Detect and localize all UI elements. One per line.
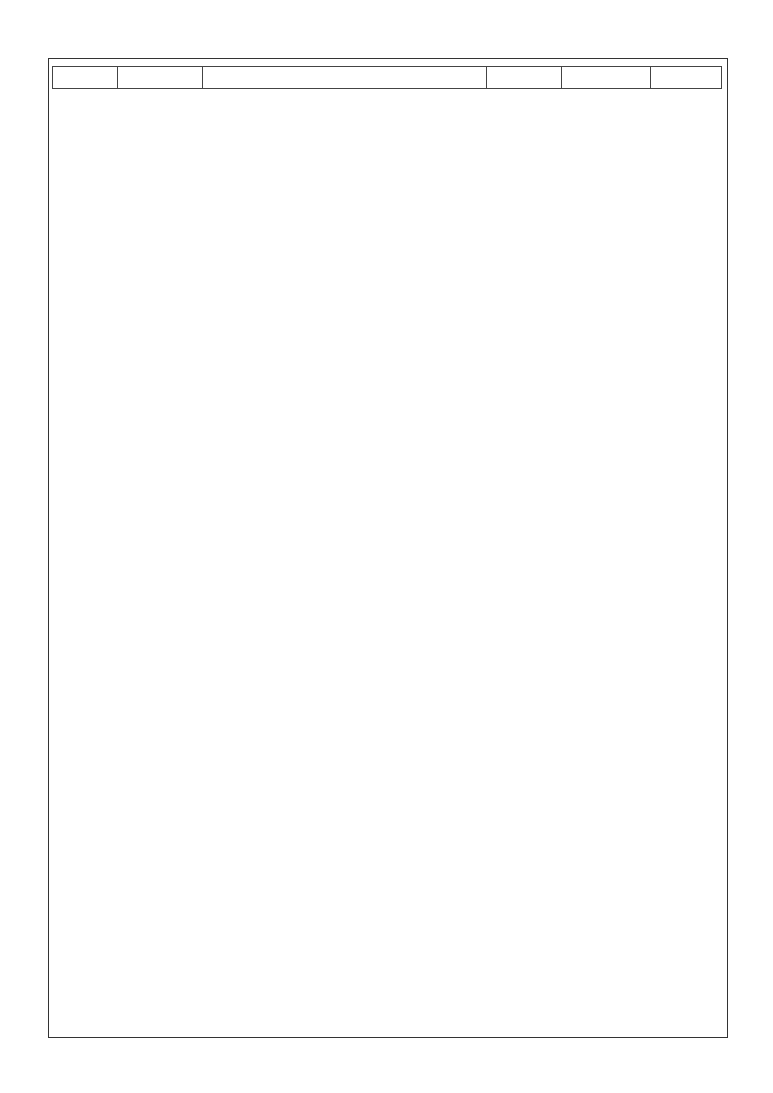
- header-company-name: [203, 67, 487, 89]
- page-border: [48, 58, 728, 1038]
- header-location: [118, 67, 203, 89]
- header-area: [562, 67, 651, 89]
- header-industry-code: [487, 67, 562, 89]
- header-remarks: [651, 67, 722, 89]
- tenant-table: [52, 66, 722, 89]
- header-no: [53, 67, 118, 89]
- table-header-row: [53, 67, 722, 89]
